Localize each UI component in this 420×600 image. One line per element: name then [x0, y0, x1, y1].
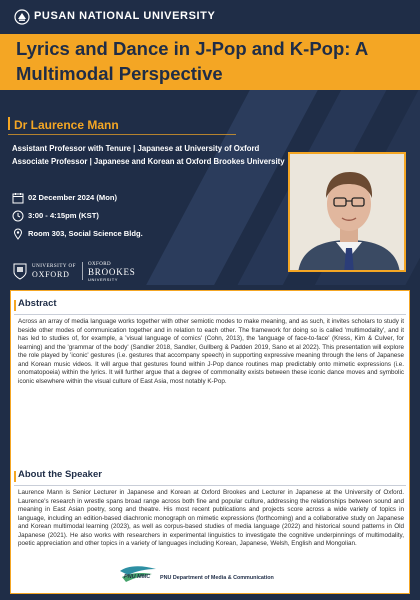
name-accent-bar [8, 117, 10, 130]
university-emblem-icon [14, 9, 30, 25]
speaker-name: Dr Laurence Mann [14, 118, 119, 132]
university-name: PUSAN NATIONAL UNIVERSITY [34, 10, 216, 22]
abstract-heading: Abstract [18, 298, 57, 309]
divider [8, 134, 236, 135]
event-venue: Room 303, Social Science Bldg. [28, 229, 143, 238]
abstract-accent-bar [14, 300, 16, 311]
logo-divider [82, 262, 83, 280]
brookes-logo-main: BROOKES [88, 267, 136, 277]
about-text: Laurence Mann is Senior Lecturer in Japanese and Korean at Oxford Brookes and Lecturer in Japanese at the University of Oxford. Laurence's research in wrestle spans broad range across both fine and popular culture, addressing the relationships between sound and meaning in East Asian poetry, song and theatre. His most recent publications and projects score across a wide variety of topics in language, including an edition-based diachronic monograph on mimetic expressions (forthcoming) and a collaborative study on Japanese and Korean multimodal learning (2023), as well as corpus-based studies of media language (2022) and historical sound patterns in Old Japanese (2021). He also works with researchers in experimental linguistics to investigate the cognitive underpinnings of multimodality, poetic appreciation and other topics in a variety of languages including Korean, Japanese, Welsh, English and Mongolian. [18, 489, 404, 548]
abstract-divider [14, 314, 406, 315]
speaker-role-1: Assistant Professor with Tenure | Japanese at University of Oxford [12, 144, 260, 153]
brookes-logo-small: OXFORD [88, 262, 111, 267]
about-accent-bar [14, 471, 16, 482]
about-heading: About the Speaker [18, 469, 102, 480]
department-name: PNU Department of Media & Communication [160, 575, 274, 581]
about-divider [14, 485, 406, 486]
clock-icon [12, 210, 24, 222]
oxford-logo-main: OXFORD [32, 270, 70, 279]
speaker-role-2: Associate Professor | Japanese and Korean at Oxford Brookes University [12, 157, 285, 166]
oxford-logo-small: UNIVERSITY OF [32, 264, 76, 269]
brookes-logo-sub: UNIVERSITY [88, 277, 119, 282]
speaker-photo [288, 152, 406, 272]
pnu-mmc-wordmark: PNU MMC [124, 574, 151, 580]
event-date: 02 December 2024 (Mon) [28, 193, 118, 202]
abstract-text: Across an array of media language works together with other semiotic modes to make meaning, and as such, it invites scholars to study it beside other modes of communication together and in relation to each other. The framework for doing so is called 'multimodality', and it has led to studies of, for example, a 'visual language of comics' (Cohn, 2013), the 'language of face-to-face' (Kress, Kim & Culver, for learning) and the 'grammar of the body' (Sandler 2018, Sandler, Gullberg & Padden 2019, Sano et al 2022). This presentation will explore the role played by 'iconic' gestures (i.e. gestures that accompany speech) in supporting expressive meaning through the lens of Japanese and Korean music videos. It will argue that gestures found within J-Pop dance routines map predictably onto mimetic expressions (i.e. onomatopoeia) within the lyrics. It will further argue that a degree of commonality exists between these iconic dance moves and symbolic iconic elsewhere within the visual culture of East Asia, most notably K-Pop. [18, 318, 404, 385]
speaker-portrait-icon [290, 154, 406, 272]
location-pin-icon [12, 228, 24, 240]
event-time: 3:00 - 4:15pm (KST) [28, 211, 99, 220]
page-title: Lyrics and Dance in J-Pop and K-Pop: A Multimodal Perspective [16, 38, 368, 84]
oxford-crest-icon [12, 262, 28, 280]
calendar-icon [12, 192, 24, 204]
